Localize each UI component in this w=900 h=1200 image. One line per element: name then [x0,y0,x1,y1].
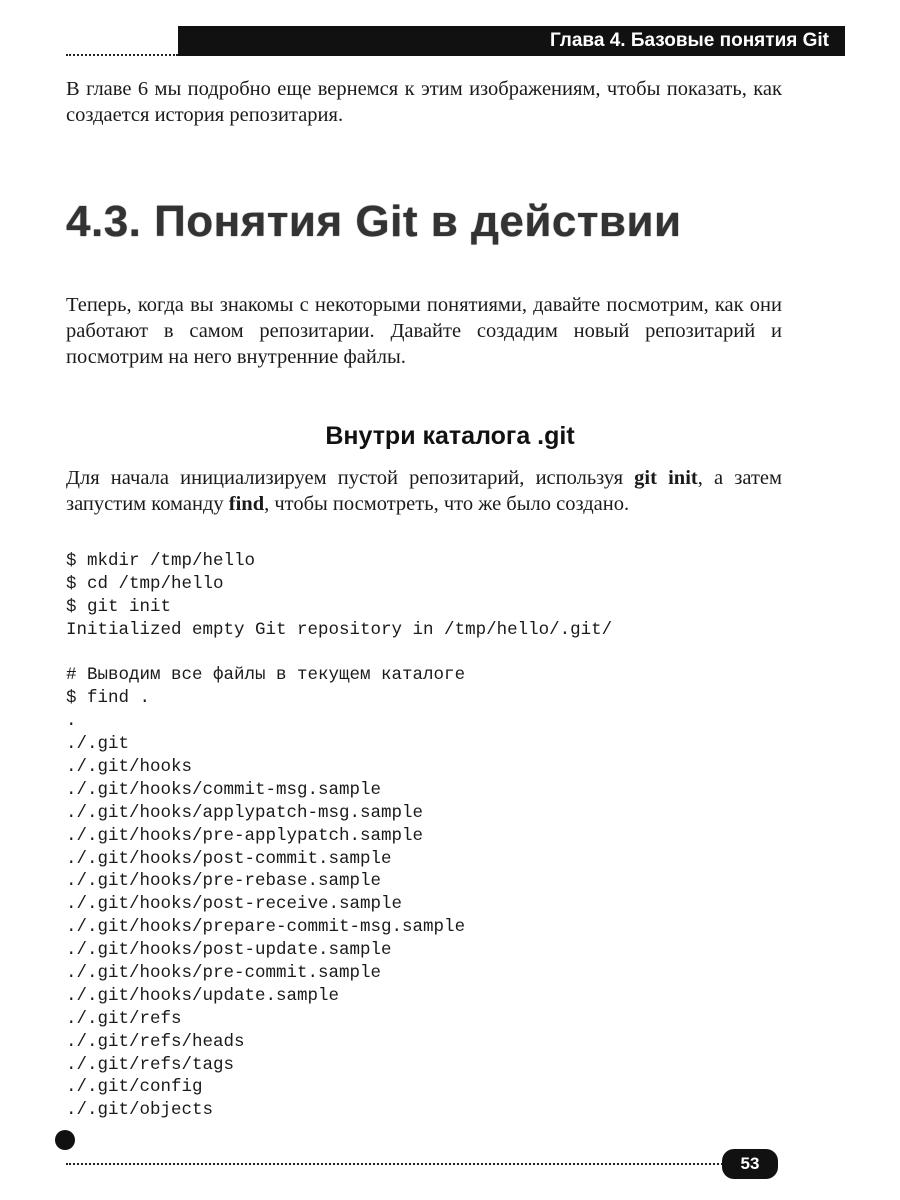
code-line: ./.git/hooks/pre-rebase.sample [66,871,382,892]
page-number: 53 [740,1154,760,1173]
footer-bullet [55,1130,75,1150]
code-line: ./.git/hooks/post-commit.sample [66,848,392,869]
code-line: ./.git/hooks/commit-msg.sample [66,779,382,800]
command-git-init: git init [634,467,698,489]
code-line: ./.git/hooks/pre-commit.sample [66,963,382,984]
paragraph-text: Для начала инициализируем пустой репозитарий, используя [66,467,635,489]
intro-paragraph: В главе 6 мы подробно еще вернемся к этим изображениям, чтобы показать, как создается история репозитария. [66,78,782,126]
code-line: ./.git/hooks/pre-applypatch.sample [66,825,424,846]
section-paragraph: Теперь, когда вы знакомы с некоторыми понятиями, давайте посмотрим, как они работают в самом репозитарии. Давайте создадим новый репозитарий и посмотрим на него внутренние файлы. [66,294,782,368]
code-line: ./.git/config [66,1077,203,1098]
code-line [66,642,826,665]
paragraph-text: , а затем запустим команду [66,467,782,515]
footer-dotted-rule [66,1163,726,1165]
code-line: $ find . [66,688,151,709]
code-line: ./.git/hooks/applypatch-msg.sample [66,802,424,823]
code-line: ./.git/refs/heads [66,1031,245,1052]
code-line: ./.git/refs [66,1008,182,1029]
subsection-paragraph [66,465,782,517]
code-line: ./.git/refs/tags [66,1054,235,1075]
code-line: $ cd /tmp/hello [66,573,224,594]
code-listing [66,550,826,1122]
code-line: ./.git/hooks/post-receive.sample [66,894,403,915]
section-title: 4.3. Понятия Git в действии [66,197,682,246]
code-line: ./.git/hooks/update.sample [66,985,340,1006]
code-line: $ git init [66,596,172,617]
code-line: . [66,711,77,732]
code-line: ./.git/hooks/prepare-commit-msg.sample [66,917,466,938]
chapter-title: Глава 4. Базовые понятия Git [549,30,829,51]
header-dotted-rule [66,54,178,56]
code-line: ./.git [66,734,130,755]
code-line: ./.git/objects [66,1100,214,1121]
code-line: Initialized empty Git repository in /tmp/hello/.git/ [66,619,613,640]
paragraph-text: , чтобы посмотреть, что же было создано. [264,493,630,515]
running-header [178,26,845,56]
code-line: ./.git/hooks [66,757,193,778]
code-line: ./.git/hooks/post-update.sample [66,940,392,961]
page-number-badge [722,1149,778,1179]
subsection-title: Внутри каталога .git [325,422,575,450]
code-line: # Выводим все файлы в текущем каталоге [66,665,466,686]
code-line: $ mkdir /tmp/hello [66,551,256,571]
command-find: find [228,493,265,515]
